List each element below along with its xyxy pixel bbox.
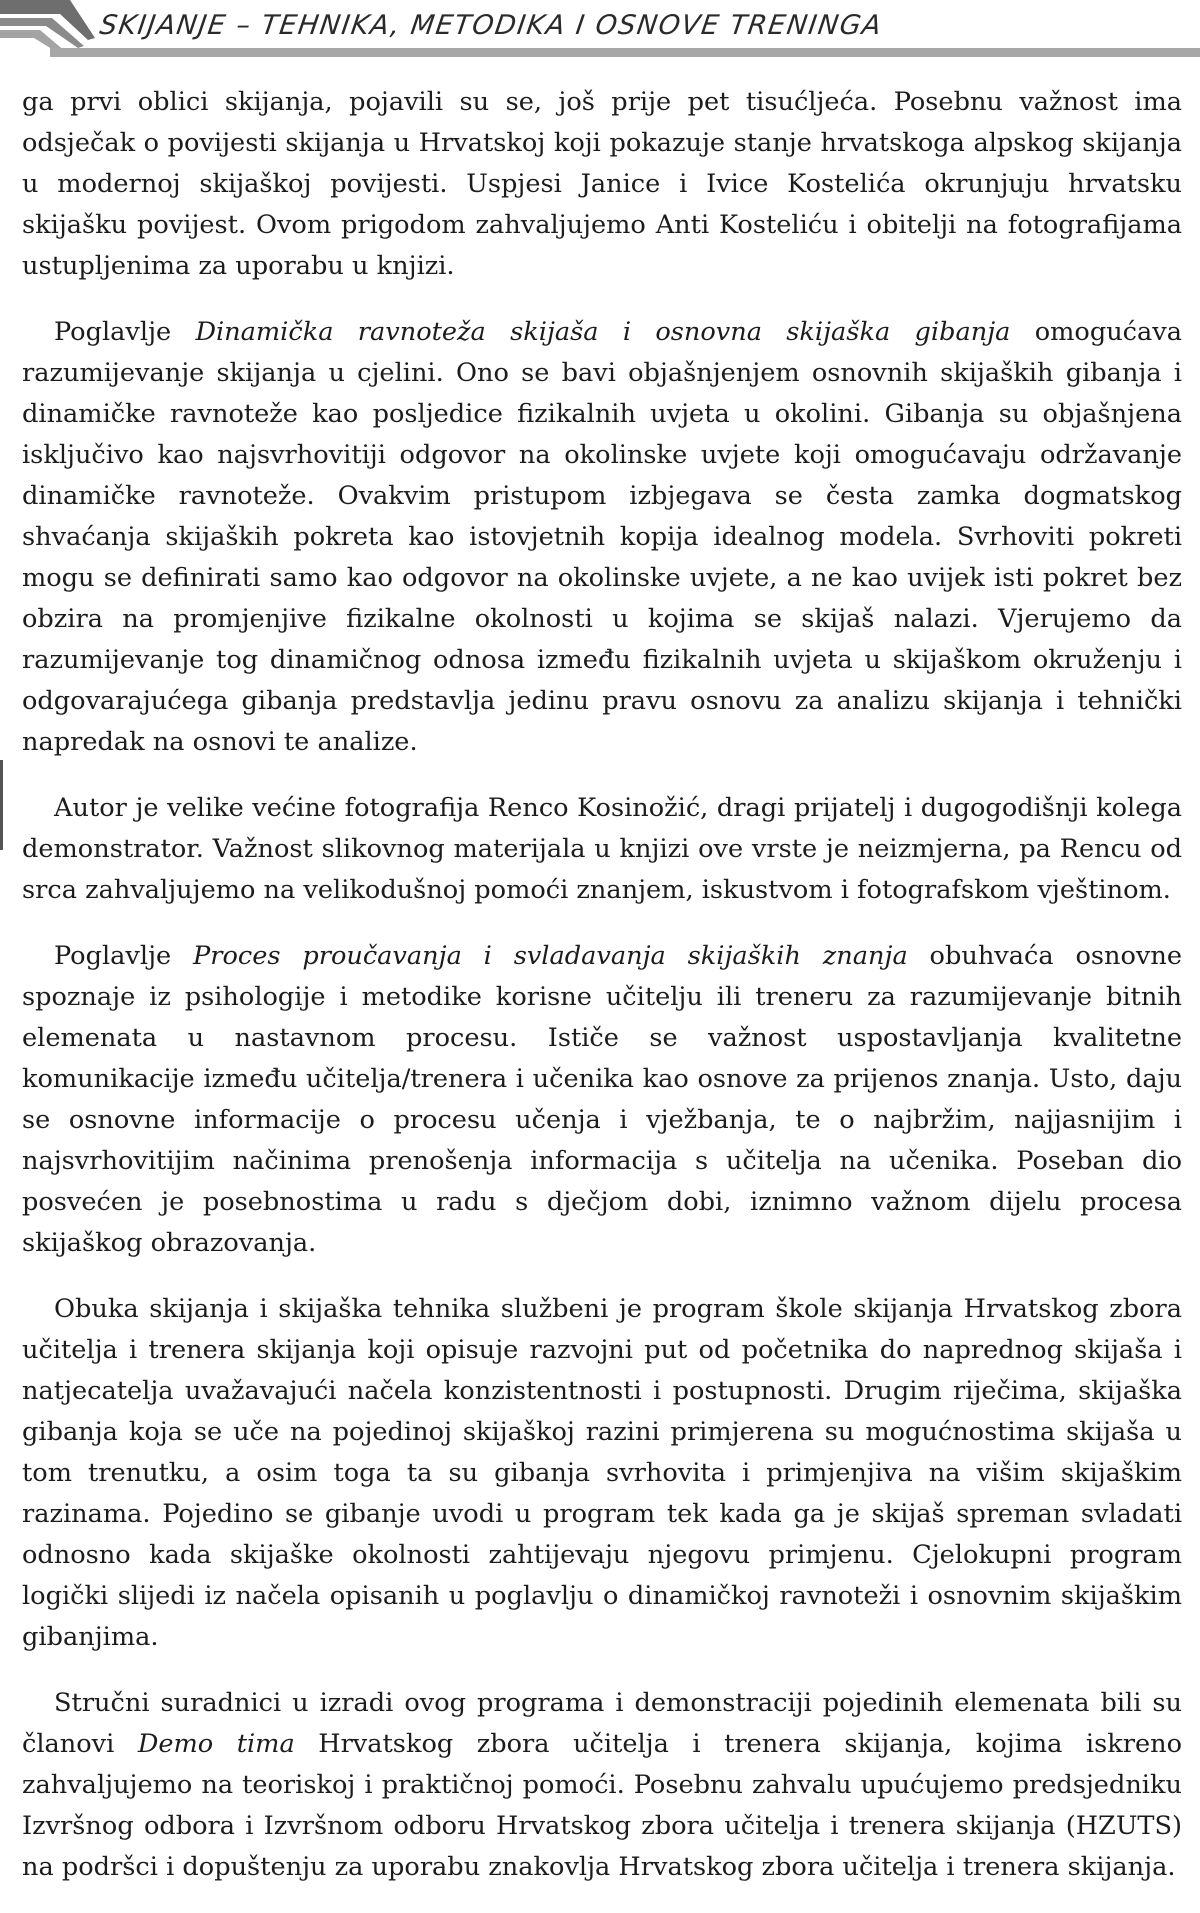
text-span: omogućava razumijevanje skijanja u cjelini. Ono se bavi objašnjenjem osnovnih skijaških gibanja i dinamičke ravnoteže kao posljedice fizikalnih uvjeta u okolini. Gibanja su objašnjena isključivo kao najsvrhovitiji odgovor na okolinske uvjete koji omogućavaju održavanje dinamičke ravnoteže. Ovakvim pristupom izbjegava se česta zamka dogmatskog shvaćanja skijaških pokreta kao istovjetnih kopija idealnog modela. Svrhoviti pokreti mogu se definirati samo kao odgovor na okolinske uvjete, a ne kao uvijek isti pokret bez obzira na promjenjive fizikalne okolnosti u kojima se skijaš nalazi. Vjerujemo da razumijevanje tog dinamičnog odnosa između fizikalnih uvjeta u skijaškom okruženju i odgovarajućega gibanja predstavlja jedinu pravu osnovu za analizu skijanja i tehnički napredak na osnovi te analize. xyxy=(22,317,1182,757)
header-title: SKIJANJE – TEHNIKA, METODIKA I OSNOVE TRENINGA xyxy=(97,10,885,41)
body-paragraph xyxy=(22,936,1182,1264)
body-paragraph xyxy=(22,82,1182,287)
italic-title-span: Proces proučavanja i svladavanja skijaških znanja xyxy=(193,941,908,971)
text-span: Poglavlje xyxy=(54,941,193,971)
margin-mark xyxy=(0,760,3,850)
page-body xyxy=(22,82,1182,1913)
italic-title-span: Dinamička ravnoteža skijaša i osnovna skijaška gibanja xyxy=(195,317,1011,347)
body-paragraph xyxy=(22,1683,1182,1888)
text-span: Stručni suradnici u izradi ovog programa i demonstraciji pojedinih elemenata bili su članovi xyxy=(22,1688,1182,1759)
text-span: ga prvi oblici skijanja, pojavili su se, još prije pet tisućljeća. Posebnu važnost ima odsječak o povijesti skijanja u Hrvatskoj koji pokazuje stanje hrvatskoga alpskog skijanja u modernoj skijaškoj povijesti. Uspjesi Janice i Ivice Kostelića okrunjuju hrvatsku skijašku povijest. Ovom prigodom zahvaljujemo Anti Kosteliću i obitelji na fotografijama ustupljenima za uporabu u knjizi. xyxy=(22,87,1182,281)
body-paragraph xyxy=(22,788,1182,911)
text-span: Autor je velike većine fotografija Renco Kosinožić, dragi prijatelj i dugogodišnji kolega demonstrator. Važnost slikovnog materijala u knjizi ove vrste je neizmjerna, pa Rencu od srca zahvaljujemo na velikodušnoj pomoći znanjem, iskustvom i fotografskom vještinom. xyxy=(22,793,1182,905)
body-paragraph xyxy=(22,1289,1182,1658)
italic-title-span: Demo tima xyxy=(137,1729,295,1759)
running-header xyxy=(0,0,1200,62)
text-span: Obuka skijanja i skijaška tehnika službeni je program škole skijanja Hrvatskog zbora učitelja i trenera skijanja koji opisuje razvojni put od početnika do naprednog skijaša i natjecatelja uvažavajući načela konzistentnosti i postupnosti. Drugim riječima, skijaška gibanja koja se uče na pojedinoj skijaškoj razini primjerena su mogućnostima skijaša u tom trenutku, a osim toga ta su gibanja svrhovita i primjenjiva na višim skijaškim razinama. Pojedino se gibanje uvodi u program tek kada ga je skijaš spreman svladati odnosno kada skijaške okolnosti zahtijevaju njegovu primjenu. Cjelokupni program logički slijedi iz načela opisanih u poglavlju o dinamičkoj ravnoteži i osnovnim skijaškim gibanjima. xyxy=(22,1294,1182,1652)
text-span: obuhvaća osnovne spoznaje iz psihologije i metodike korisne učitelju ili treneru za razumijevanje bitnih elemenata u nastavnom procesu. Ističe se važnost uspostavljanja kvalitetne komunikacije između učitelja/trenera i učenika kao osnove za prijenos znanja. Usto, daju se osnovne informacije o procesu učenja i vježbanja, te o najbržim, najjasnijim i najsvrhovitijim načinima prenošenja informacija s učitelja na učenika. Poseban dio posvećen je posebnostima u radu s dječjom dobi, iznimno važnom dijelu procesa skijaškog obrazovanja. xyxy=(22,941,1182,1258)
body-paragraph xyxy=(22,312,1182,763)
header-rule xyxy=(50,48,1200,57)
text-span: Hrvatskog zbora učitelja i trenera skijanja, kojima iskreno zahvaljujemo na teoriskoj i praktičnoj pomoći. Posebnu zahvalu upućujemo predsjedniku Izvršnog odbora i Izvršnom odboru Hrvatskog zbora učitelja i trenera skijanja (HZUTS) na podršci i dopuštenju za uporabu znakovlja Hrvatskog zbora učitelja i trenera skijanja. xyxy=(22,1729,1182,1882)
text-span: Poglavlje xyxy=(54,317,196,347)
